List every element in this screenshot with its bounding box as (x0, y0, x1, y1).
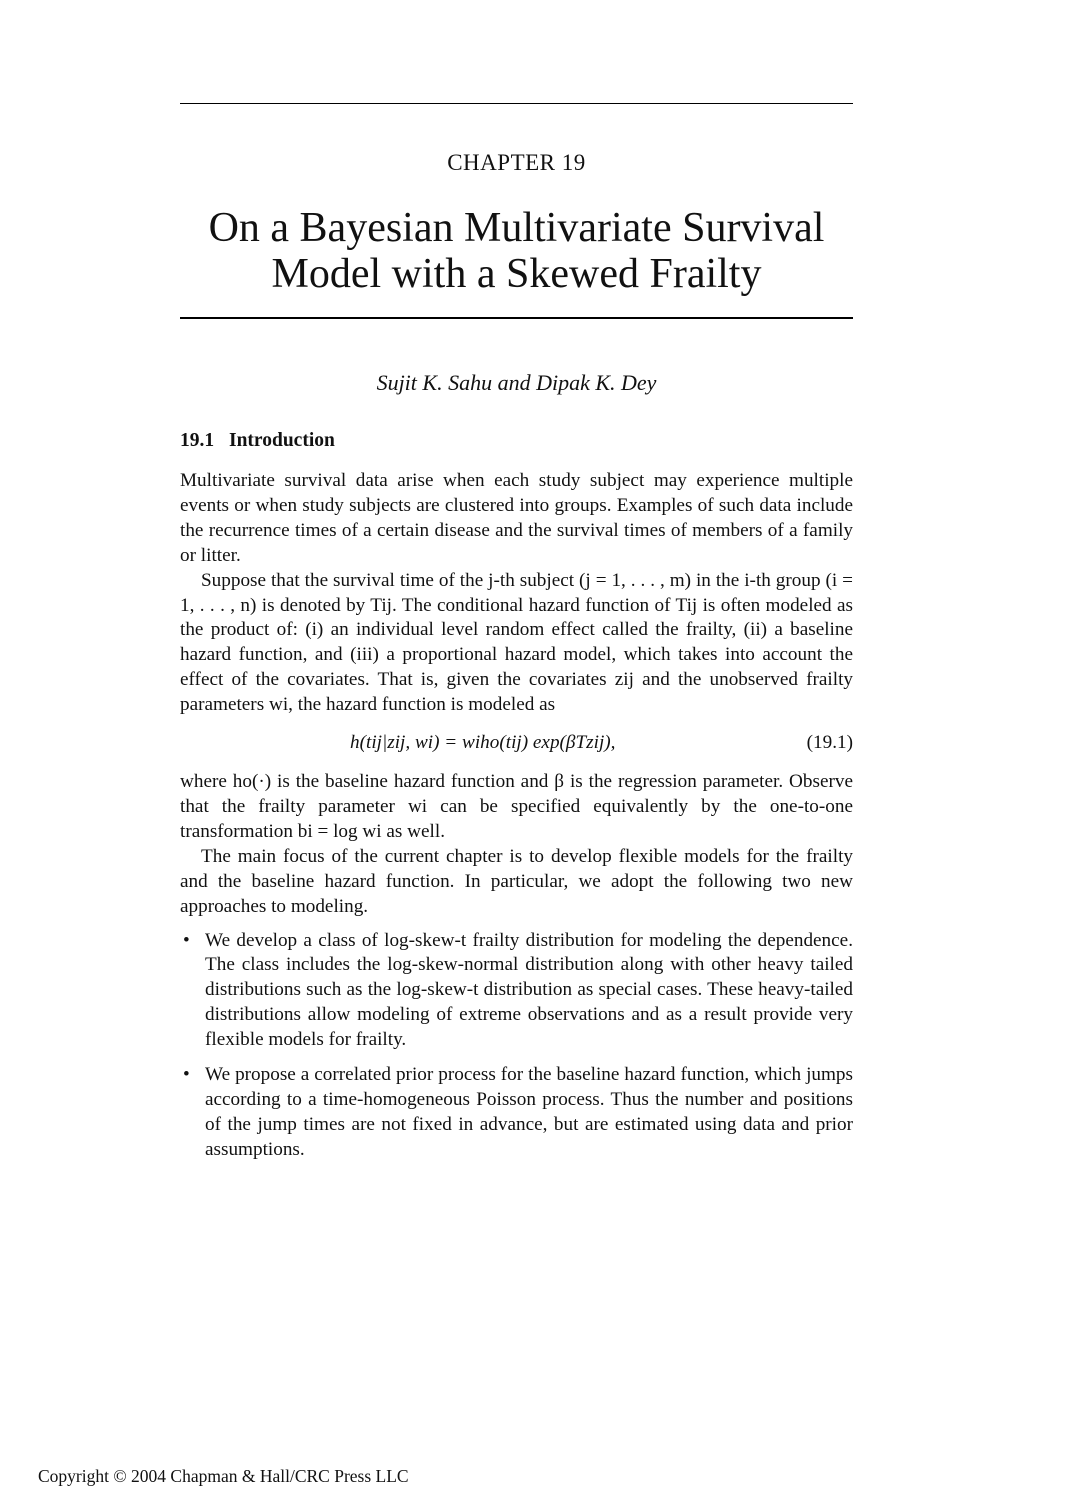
copyright-notice: Copyright © 2004 Chapman & Hall/CRC Press LLC (38, 1466, 409, 1486)
list-item (180, 929, 853, 1054)
equation-body: h(tij|zij, wi) = wiho(tij) exp(βTzij), (350, 732, 616, 754)
equation-number: (19.1) (806, 732, 853, 754)
equation-19-1 (180, 718, 853, 770)
list-item (180, 1063, 853, 1163)
section-heading (180, 430, 335, 452)
chapter-label: CHAPTER 19 (447, 150, 586, 175)
section-number: 19.1 (180, 430, 215, 451)
chapter-title-line-2: Model with a Skewed Frailty (271, 251, 762, 297)
section-title: Introduction (229, 430, 335, 451)
paragraph-3: where ho(·) is the baseline hazard function and β is the regression parameter. Observe that the frailty parameter wi can be specified equivalently by the one-to-one transformation bi = log wi as well. (180, 771, 853, 842)
authors: Sujit K. Sahu and Dipak K. Dey (376, 370, 657, 395)
body-text (180, 469, 853, 1173)
bullet-icon: • (183, 1064, 190, 1086)
chapter-title-line-1: On a Bayesian Multivariate Survival (208, 205, 825, 251)
approach-list (180, 929, 853, 1163)
title-rule (180, 317, 853, 319)
top-rule (180, 103, 853, 104)
chapter-title (180, 205, 853, 297)
list-item-text: We propose a correlated prior process for the baseline hazard function, which jumps according to a time-homogeneous Poisson process. Thus the number and positions of the jump times are not fixed in advance, but are estimated using data and prior assumptions. (205, 1064, 853, 1160)
paragraph-2: Suppose that the survival time of the j-th subject (j = 1, . . . , m) in the i-th group (i = 1, . . . , n) is denoted by Tij. The conditional hazard function of Tij is often modeled as the product of: (i) an individual level random effect called the frailty, (ii) a baseline hazard function, and (iii) a proportional hazard model, which takes into account the effect of the covariates. That is, given the covariates zij and the unobserved frailty parameters wi, the hazard function is modeled as (180, 569, 853, 716)
bullet-icon: • (183, 929, 190, 951)
list-item-text: We develop a class of log-skew-t frailty distribution for modeling the dependence. The class includes the log-skew-normal distribution along with other heavy tailed distributions such as the log-skew-t distribution as special cases. These heavy-tailed distributions allow modeling of extreme observations and as a result provide very flexible models for frailty. (205, 929, 853, 1051)
paragraph-4: The main focus of the current chapter is to develop flexible models for the frailty and the baseline hazard function. In particular, we adopt the following two new approaches to modeling. (180, 845, 853, 917)
paragraph-1: Multivariate survival data arise when each study subject may experience multiple events or when study subjects are clustered into groups. Examples of such data include the recurrence times of a certain disease and the survival times of members of a family or litter. (180, 470, 853, 566)
